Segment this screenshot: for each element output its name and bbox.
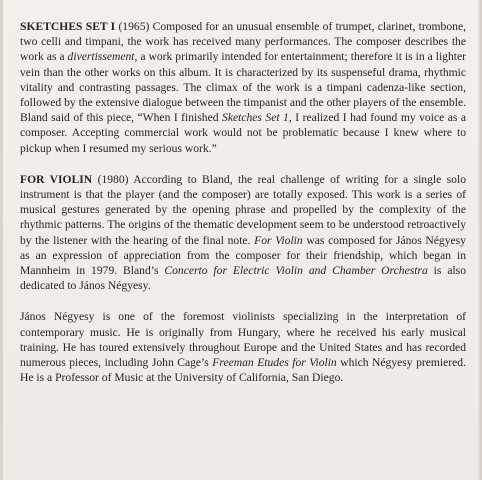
paragraph-text: , I realized I had found my voice as a composer. Accepting commercial work would not be problematic because I knew where to pickup when I resumed my serious work.” [20, 111, 466, 155]
page-edge-left [0, 0, 3, 480]
paragraph-for-violin [20, 172, 466, 294]
paragraph-text: János Négyesy is one of the foremost violinists specializing in the interpretation of contemporary music. He is originally from Hungary, where he received his early musical training. He has toured extensively throughout Europe and the United States and has recorded numerous pieces, including John Cage’s [20, 310, 466, 370]
page-edge-right [478, 0, 482, 480]
section-heading-sketches: SKETCHES SET I [20, 20, 116, 33]
italic-term: divertissement [67, 50, 135, 64]
paragraph-text: (1980) According to Bland, the real challenge of writing for a single solo instrument is that the player (and the composer) are totally exposed. This work is a series of musical gestures generated by the opening phrase and propelled by the complexity of the rhythmic patterns. The origins of the thematic development seem to be understood retroactively by the listener with the hearing of the final note. [20, 172, 466, 247]
section-heading-for-violin: FOR VIOLIN [20, 172, 93, 186]
paragraph-text: , a work primarily intended for entertainment; therefore it is in a lighter vein than the other works on this album. It is characterized by its suspenseful drama, rhythmic vitality and contrasting passages. The climax of the work is a timpani cadenza-like section, followed by the extensive dialogue between the timpanist and the other players of the ensemble. Bland said of this piece, “When I finished [20, 50, 467, 125]
paragraph-janos-negyesy [20, 309, 466, 385]
work-title: Sketches Set 1 [222, 111, 289, 125]
paragraph-text: (1965) Composed for an unusual ensemble of trumpet, clarinet, trombone, two celli and timpani, the work has received many performances. The composer describes the work as a [20, 20, 466, 64]
work-title: Freeman Etudes for Violin [212, 356, 337, 370]
paragraph-text: which Négyesy premiered. He is a Professor of Music at the University of California, San Diego. [20, 356, 466, 385]
paragraph-text: is also dedicated to János Négyesy. [20, 264, 466, 293]
work-title: Concerto for Electric Violin and Chamber Orchestra [164, 264, 428, 278]
paragraph-text: was composed for János Négyesy as an expression of appreciation from the composer for their friendship, which began in Mannheim in 1979. Bland’s [20, 233, 466, 278]
liner-notes-body [20, 19, 466, 401]
work-title: For Violin [254, 233, 303, 247]
paragraph-sketches-set-1 [20, 19, 466, 156]
